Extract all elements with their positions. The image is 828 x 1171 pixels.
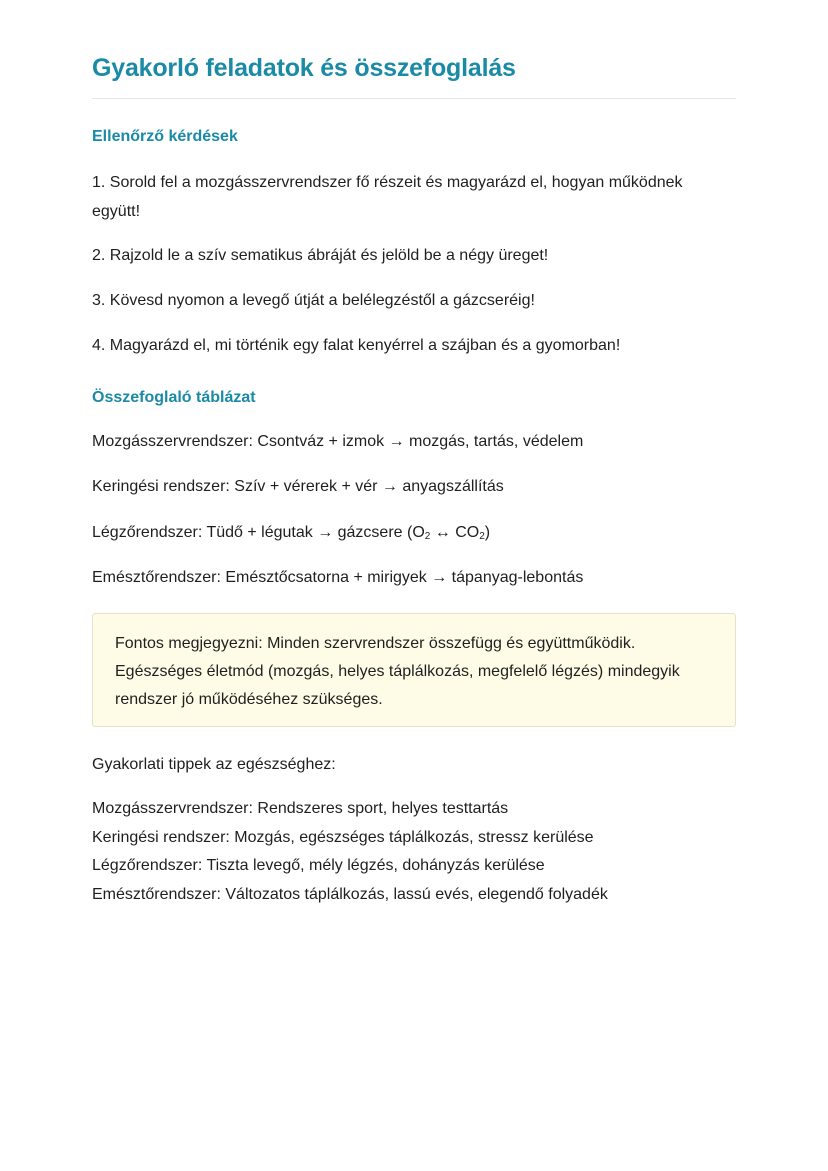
subscript-2: 2 — [424, 531, 431, 542]
summary-row-digestive: Emésztőrendszer: Emésztőcsatorna + mirigyek → tápanyag-lebontás — [92, 569, 584, 586]
title-divider — [92, 98, 736, 99]
question-item: 1. Sorold fel a mozgásszervrendszer fő részeit és magyarázd el, hogyan működnek együtt! — [92, 174, 683, 220]
question-item: 2. Rajzold le a szív sematikus ábráját és jelöld be a négy üreget! — [92, 247, 549, 264]
summary-row-respiratory — [92, 518, 490, 547]
tips-intro: Gyakorlati tippek az egészséghez: — [92, 756, 336, 773]
respiratory-prefix: Légzőrendszer: Tüdő + légutak → gázcsere (O — [92, 524, 425, 541]
tip-item: Emésztőrendszer: Változatos táplálkozás, lassú evés, elegendő folyadék — [92, 885, 608, 903]
page-title: Gyakorló feladatok és összefoglalás — [92, 54, 516, 82]
respiratory-suffix: ) — [484, 524, 491, 541]
respiratory-middle: ↔ CO — [430, 524, 480, 541]
question-item: 4. Magyarázd el, mi történik egy falat kenyérrel a szájban és a gyomorban! — [92, 337, 621, 354]
note-callout — [92, 613, 736, 727]
question-item: 3. Kövesd nyomon a levegő útját a belélegzéstől a gázcseréig! — [92, 292, 535, 309]
tip-item: Keringési rendszer: Mozgás, egészséges táplálkozás, stressz kerülése — [92, 828, 594, 846]
subscript-2: 2 — [479, 531, 485, 542]
summary-heading: Összefoglaló táblázat — [92, 389, 256, 406]
tip-item: Mozgásszervrendszer: Rendszeres sport, helyes testtartás — [92, 800, 509, 817]
tip-item: Légzőrendszer: Tiszta levegő, mély légzés, dohányzás kerülése — [92, 857, 545, 874]
summary-row-circulatory: Keringési rendszer: Szív + vérerek + vér → anyagszállítás — [92, 478, 504, 495]
note-callout-text: Fontos megjegyezni: Minden szervrendszer összefügg és együttműködik. Egészséges életmód (mozgás, helyes táplálkozás, megfelelő légzés) mindegyik rendszer jó működéséhez szükséges. — [115, 635, 680, 708]
questions-heading: Ellenőrző kérdések — [92, 128, 238, 145]
summary-row-musculoskeletal: Mozgásszervrendszer: Csontváz + izmok → mozgás, tartás, védelem — [92, 433, 584, 450]
tips-list — [92, 795, 608, 909]
